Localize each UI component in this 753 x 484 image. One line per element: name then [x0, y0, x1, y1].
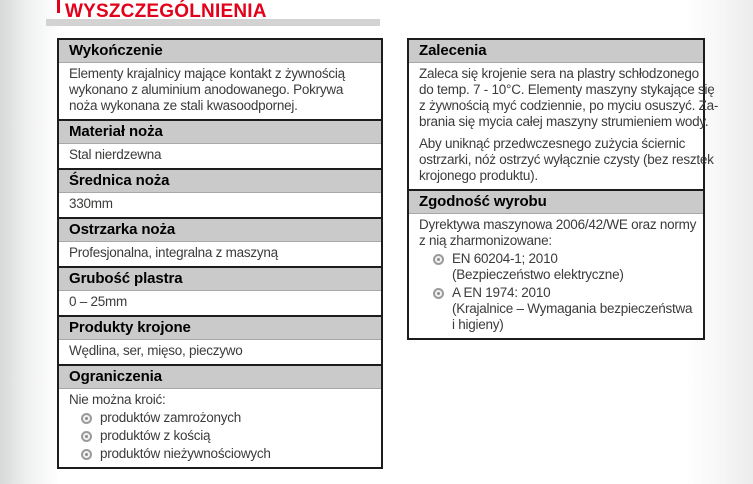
spec-section	[409, 40, 719, 189]
text-line: (Bezpieczeństwo elektryczne)	[452, 267, 624, 282]
spec-section	[409, 189, 703, 338]
bullet-icon	[81, 431, 92, 442]
bullet-icon	[81, 413, 92, 424]
text-line: Elementy krajalnicy mające kontakt z żywnością	[69, 66, 345, 81]
text-line: noża wykonana ze stali kwasoodpornej.	[69, 98, 298, 113]
spec-section	[59, 168, 381, 217]
text-line: Stal nierdzewna	[69, 147, 162, 162]
spec-table-left	[57, 38, 383, 469]
section-header: Ostrzarka noża	[59, 217, 381, 242]
bullet-icon	[433, 254, 444, 265]
section-content	[59, 389, 381, 467]
section-header: Średnica noża	[59, 168, 381, 193]
text-line: Zaleca się krojenie sera na plastry schłodzonego	[419, 66, 699, 81]
text-line: Dyrektywa maszynowa 2006/42/WE oraz normy	[419, 217, 697, 232]
list-item	[69, 428, 371, 444]
page-title-block	[46, 0, 386, 30]
spec-section	[59, 266, 381, 315]
text-line: 330mm	[69, 196, 113, 211]
text-line: EN 60204-1; 2010	[452, 251, 558, 266]
section-header: Wykończenie	[59, 40, 381, 63]
text-line: produktów zamrożonych	[100, 410, 242, 425]
text-line: krojonego produktu).	[419, 168, 538, 183]
text-line: produktów nieżywnościowych	[100, 446, 271, 461]
text-line: z nią zharmonizowane:	[419, 233, 552, 248]
spec-section	[59, 364, 381, 467]
text-line: Nie można kroić:	[69, 392, 166, 407]
paragraph	[419, 66, 719, 130]
list-item	[419, 251, 693, 283]
section-header: Materiał noża	[59, 119, 381, 144]
list-item	[69, 410, 371, 426]
section-content	[59, 144, 381, 168]
list-item-text	[100, 410, 241, 426]
text-line: do temp. 7 - 10°C. Elementy maszyny stykające się	[419, 82, 715, 97]
text-line: ostrzarki, nóż ostrzyć wyłącznie czysty (bez resztek	[419, 152, 714, 167]
section-content	[409, 63, 719, 189]
list-item-text	[100, 428, 210, 444]
spec-section	[59, 119, 381, 168]
text-line: i higieny)	[452, 317, 504, 332]
section-content	[59, 291, 381, 315]
text-line: wykonano z aluminium anodowanego. Pokrywa	[69, 82, 344, 97]
text-line: (Krajalnice – Wymagania bezpieczeństwa	[452, 301, 693, 316]
bullet-icon	[433, 288, 444, 299]
bullet-icon	[81, 449, 92, 460]
text-line: brania się mycia całej maszyny strumieniem wody.	[419, 114, 709, 129]
section-content	[59, 340, 381, 364]
text-line: produktów z kością	[100, 428, 211, 443]
section-content	[59, 242, 381, 266]
section-content	[59, 63, 381, 119]
section-header: Ograniczenia	[59, 364, 381, 389]
section-header: Grubość plastra	[59, 266, 381, 291]
section-header: Produkty krojone	[59, 315, 381, 340]
list-item-text	[452, 251, 624, 283]
paragraph	[419, 136, 714, 184]
section-content	[409, 214, 703, 338]
text-line: 0 – 25mm	[69, 294, 128, 309]
spec-table-right	[407, 38, 719, 340]
section-header: Zalecenia	[409, 40, 703, 63]
text-line: z żywnością myć codziennie, po myciu osuszyć. Za-	[419, 98, 719, 113]
section-header: Zgodność wyrobu	[409, 189, 703, 214]
text-line: Wędlina, ser, mięso, pieczywo	[69, 343, 243, 358]
list-item	[419, 285, 693, 333]
text-line: A EN 1974: 2010	[452, 285, 551, 300]
spec-section	[59, 315, 381, 364]
text-line: Aby uniknąć przedwczesnego zużycia ściernic	[419, 136, 686, 151]
spec-section	[59, 217, 381, 266]
spec-section	[59, 40, 381, 119]
text-line: Profesjonalna, integralna z maszyną	[69, 245, 278, 260]
list-item-text	[100, 446, 271, 462]
list-item	[69, 446, 371, 462]
page-title: WYSZCZEGÓLNIENIA	[65, 1, 267, 22]
section-content	[59, 193, 381, 217]
list-item-text	[452, 285, 692, 333]
